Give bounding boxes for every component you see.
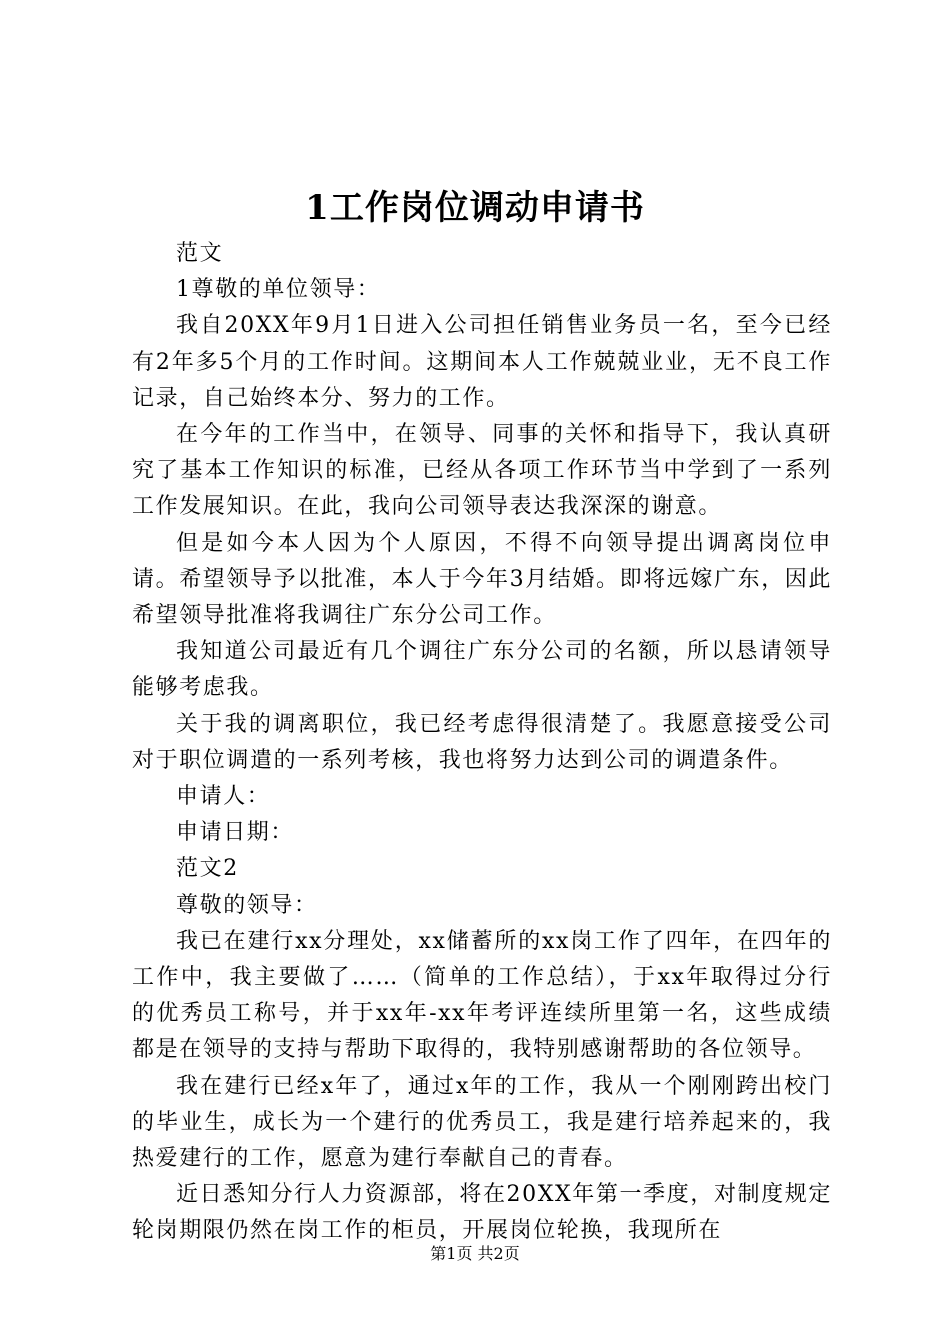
- paragraph: 我已在建行xx分理处，xx储蓄所的xx岗工作了四年，在四年的工作中，我主要做了……（简单的工作总结），于xx年取得过分行的优秀员工称号，并于xx年-xx年考评连续所里第一名，这些成绩都是在领导的支持与帮助下取得的，我特别感谢帮助的各位领导。: [132, 928, 832, 1063]
- date-line: 申请日期：: [176, 820, 295, 846]
- paragraph: 我在建行已经x年了，通过x年的工作，我从一个刚刚跨出校门的毕业生，成长为一个建行的优秀员工，我是建行培养起来的，我热爱建行的工作，愿意为建行奉献自己的青春。: [132, 1073, 832, 1172]
- paragraph: 我知道公司最近有几个调往广东分公司的名额，所以恳请领导能够考虑我。: [132, 639, 832, 701]
- paragraph-sample-heading: 范文2: [176, 856, 239, 882]
- document-title: 1工作岗位调动申请书: [305, 188, 645, 228]
- document-body: [132, 236, 832, 1250]
- paragraph-salutation: 尊敬的领导：: [176, 892, 318, 918]
- paragraph-salutation: 1尊敬的单位领导：: [176, 277, 381, 303]
- paragraph: 但是如今本人因为个人原因，不得不向领导提出调离岗位申请。希望领导予以批准，本人于今年3月结婚。即将远嫁广东，因此希望领导批准将我调往广东分公司工作。: [132, 530, 832, 629]
- paragraph: 近日悉知分行人力资源部，将在20XX年第一季度，对制度规定轮岗期限仍然在岗工作的柜员，开展岗位轮换，我现所在: [132, 1182, 832, 1244]
- paragraph: 我自20XX年9月1日进入公司担任销售业务员一名，至今已经有2年多5个月的工作时间。这期间本人工作兢兢业业，无不良工作记录，自己始终本分、努力的工作。: [132, 313, 832, 411]
- paragraph: 在今年的工作当中，在领导、同事的关怀和指导下，我认真研究了基本工作知识的标准，已经从各项工作环节当中学到了一系列工作发展知识。在此，我向公司领导表达我深深的谢意。: [132, 422, 832, 520]
- page-footer: 第1页 共2页: [430, 1244, 520, 1263]
- paragraph-sample-heading: 范文: [176, 241, 224, 266]
- applicant-line: 申请人：: [176, 784, 271, 810]
- paragraph: 关于我的调离职位，我已经考虑得很清楚了。我愿意接受公司对于职位调遣的一系列考核，我也将努力达到公司的调遣条件。: [132, 711, 832, 773]
